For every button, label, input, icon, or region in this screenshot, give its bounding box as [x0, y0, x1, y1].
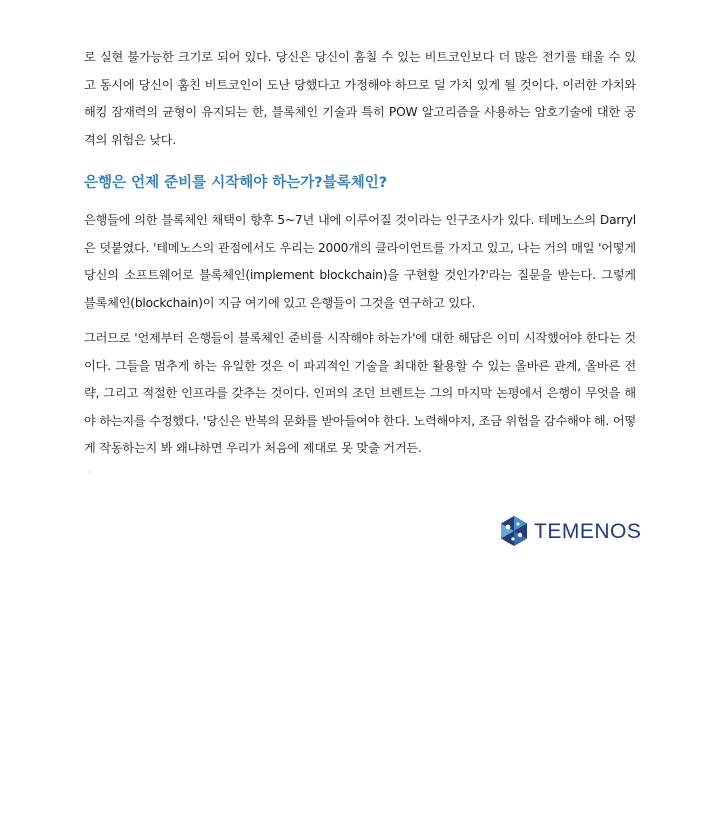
stray-mark: · [88, 468, 91, 477]
paragraph-when-to-start: 그러므로 '언제부터 은행들이 블록체인 준비를 시작해야 하는가'에 대한 해답은 이미 시작했어야 한다는 것이다. 그들을 멈추게 하는 유일한 것은 이 파괴적인 기술을 최대한 활용할 수 있는 올바른 관계, 올바른 전략, 그리고 적절한 인프라를 갖추는 것이다. 인퍼의 조던 브렌트는 그의 마지막 논평에서 은행이 무엇을 해야 하는지를 수정했다. '당신은 반복의 문화를 받아들여야 한다. 노력해야지, 조금 위험을 감수해야 해. 어떻게 작동하는지 봐 왜냐하면 우리가 처음에 제대로 못 맞출 거거든. [84, 331, 636, 455]
section-heading: 은행은 언제 준비를 시작해야 하는가?블록체인? [84, 175, 388, 191]
temenos-wordmark: TEMENOS [534, 519, 642, 543]
temenos-logo [499, 514, 641, 548]
document-body [84, 44, 636, 463]
intro-paragraph: 로 실현 불가능한 크기로 되어 있다. 당신은 당신이 훔칠 수 있는 비트코인보다 더 많은 전기를 태울 수 있고 동시에 당신이 훔친 비트코인이 도난 당했다고 가정해야 하므로 덜 가치 있게 될 것이다. 이러한 가치와 해킹 잠재력의 균형이 유지되는 한, 블록체인 기술과 특히 POW 알고리즘을 사용하는 암호기술에 대한 공격의 위험은 낮다. [84, 50, 636, 147]
temenos-globe-icon [499, 515, 529, 547]
paragraph-adoption-survey: 은행들에 의한 블록체인 채택이 향후 5~7년 내에 이루어질 것이라는 인구조사가 있다. 테메노스의 Darryl은 덧붙였다. '테메노스의 관점에서도 우리는 2000개의 클라이언트를 가지고 있고, 나는 거의 매일 '어떻게 당신의 소프트웨어로 블록체인(implement blockchain)을 구현할 것인가?'라는 질문을 받는다. 그렇게 블록체인(blockchain)이 지금 여기에 있고 은행들이 그것을 연구하고 있다. [84, 213, 636, 310]
